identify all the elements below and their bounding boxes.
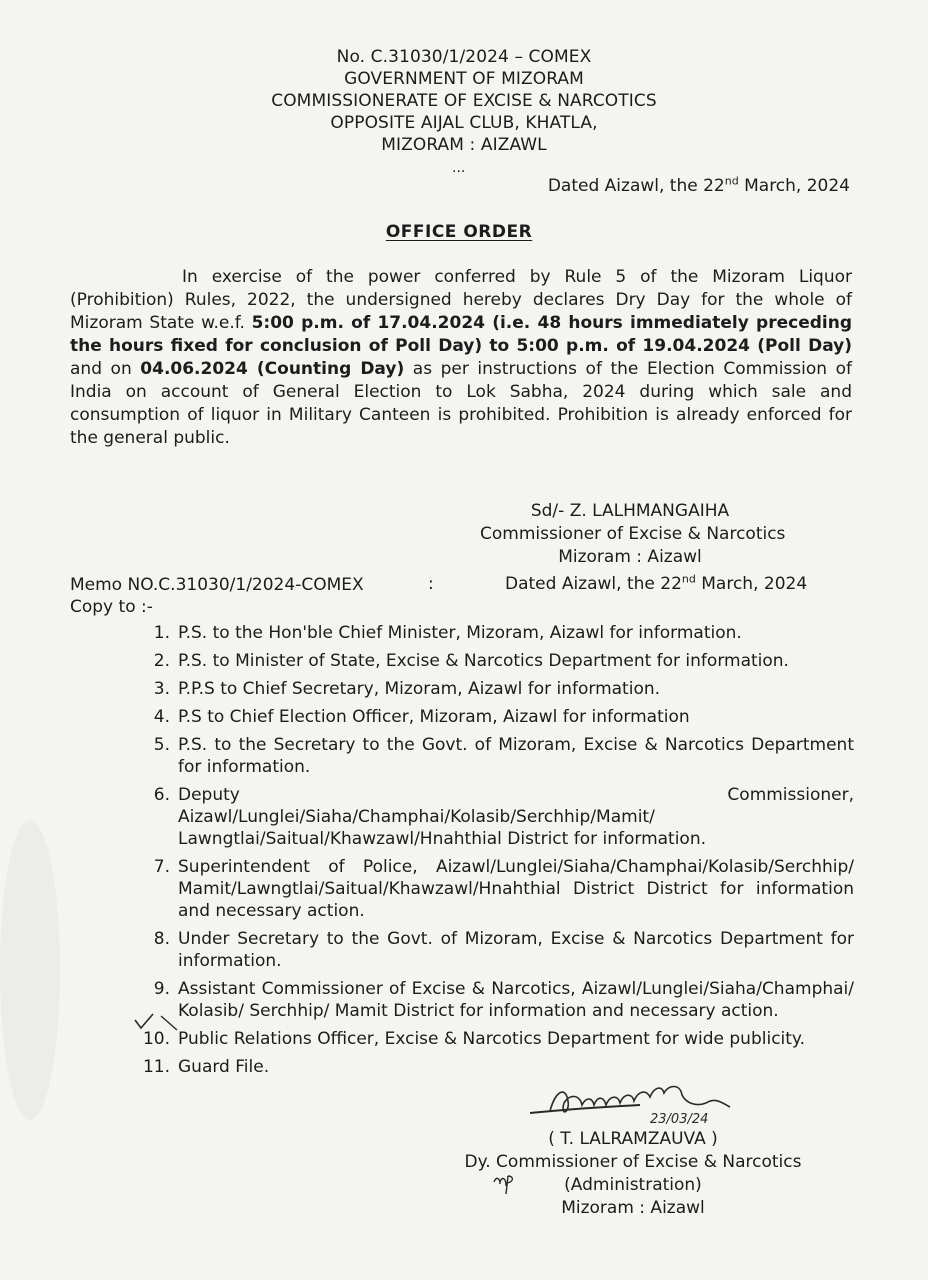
order-date: Dated Aizawl, the 22nd March, 2024	[547, 174, 850, 196]
signatory-designation: Dy. Commissioner of Excise & Narcotics	[464, 1152, 802, 1172]
signatory-name: Sd/- Z. LALHMANGAIHA	[530, 501, 730, 521]
memo-number: Memo NO.C.31030/1/2024-COMEX	[70, 575, 364, 595]
commissioner-signature-block	[480, 500, 786, 569]
list-item: 8. Under Secretary to the Govt. of Mizoram, Excise & Narcotics Department for information.	[153, 929, 854, 971]
list-item: 9. Assistant Commissioner of Excise & Narcotics, Aizawl/Lunglei/Siaha/Champhai/ Kolasib/ Serchhip/ Mamit District for information and necessary action.	[153, 979, 854, 1021]
memo-colon: :	[428, 574, 434, 594]
signatory-division: (Administration)	[564, 1175, 702, 1195]
signatory-place: Mizoram : Aizawl	[561, 1198, 705, 1218]
list-item: 11. Guard File.	[142, 1057, 270, 1077]
letterhead	[0, 46, 928, 156]
signatory-place: Mizoram : Aizawl	[558, 547, 702, 567]
signature-date-handwriting: 23/03/24	[650, 1112, 709, 1127]
paper-smudge	[0, 820, 60, 1120]
list-item: 2. P.S. to Minister of State, Excise & Narcotics Department for information.	[153, 651, 789, 671]
copy-to-label: Copy to :-	[70, 597, 153, 617]
list-item: 6. Deputy Commissioner, Aizawl/Lunglei/Siaha/Champhai/Kolasib/Serchhip/Mamit/ Lawngtlai/Saitual/Khawzawl/Hnahthial District for information.	[153, 785, 854, 849]
handwritten-signature	[530, 1083, 760, 1133]
city-line: MIZORAM : AIZAWL	[381, 135, 547, 155]
list-item: 7. Superintendent of Police, Aizawl/Lunglei/Siaha/Champhai/Kolasib/Serchhip/ Mamit/Lawngtlai/Saitual/Khawzawl/Hnahthial District District for information and necessary action.	[153, 857, 854, 921]
memo-date: Dated Aizawl, the 22nd March, 2024	[505, 572, 808, 594]
handwritten-tick-mark	[133, 1010, 183, 1032]
document-title: OFFICE ORDER	[385, 222, 533, 242]
list-item: 5. P.S. to the Secretary to the Govt. of Mizoram, Excise & Narcotics Department for information.	[153, 735, 854, 777]
department-name: COMMISSIONERATE OF EXCISE & NARCOTICS	[271, 91, 657, 111]
list-item: 1. P.S. to the Hon'ble Chief Minister, Mizoram, Aizawl for information.	[153, 623, 742, 643]
separator-dots: ...	[452, 160, 466, 176]
copy-list	[140, 622, 854, 1084]
government-name: GOVERNMENT OF MIZORAM	[344, 69, 584, 89]
signatory-designation: Commissioner of Excise & Narcotics	[480, 524, 786, 544]
address-line: OPPOSITE AIJAL CLUB, KHATLA,	[330, 113, 598, 133]
reference-number: No. C.31030/1/2024 – COMEX	[336, 47, 592, 67]
handwritten-initial	[492, 1172, 516, 1196]
order-paragraph: In exercise of the power conferred by Rule 5 of the Mizoram Liquor (Prohibition) Rules, 2022, the undersigned hereby declares Dry Day for the whole of Mizoram State w.e.f. 5:00 p.m. of 17.04.2024 (i.e. 48 hours immediately preceding the hours fixed for conclusion of Poll Day) to 5:00 p.m. of 19.04.2024 (Poll Day) and on 04.06.2024 (Counting Day) as per instructions of the Election Commission of India on account of General Election to Lok Sabha, 2024 during which sale and consumption of liquor in Military Canteen is prohibited. Prohibition is already enforced for the general public.	[70, 267, 853, 448]
list-item: 4. P.S to Chief Election Officer, Mizoram, Aizawl for information	[153, 707, 690, 727]
list-item: 3. P.P.S to Chief Secretary, Mizoram, Aizawl for information.	[153, 679, 661, 699]
signatory-name: ( T. LALRAMZAUVA )	[548, 1129, 718, 1149]
list-item: 10. Public Relations Officer, Excise & Narcotics Department for wide publicity.	[142, 1029, 805, 1049]
